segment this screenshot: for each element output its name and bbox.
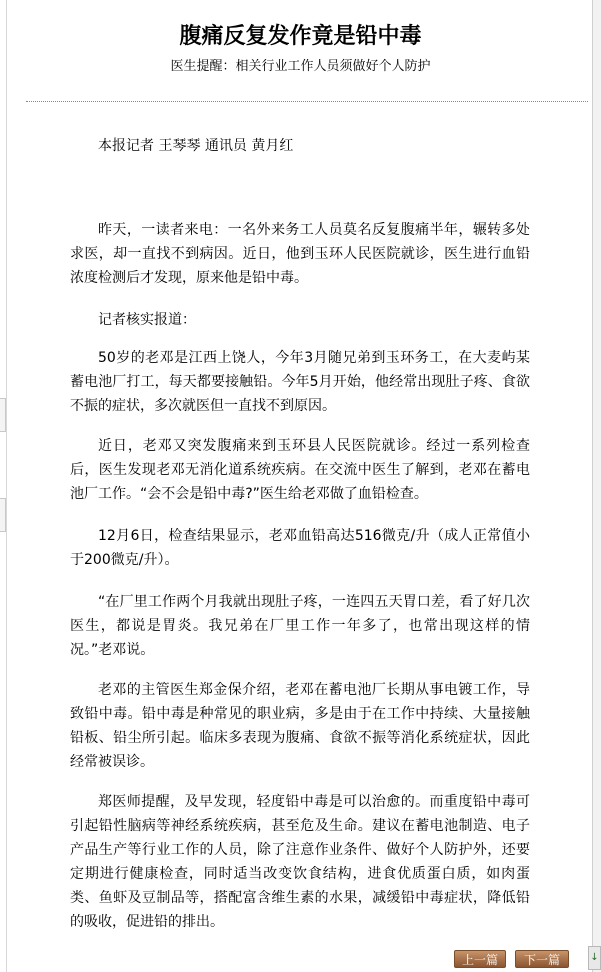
article-paragraph: 12月6日，检查结果显示，老邓血铅高达516微克/升（成人正常值小于200微克/升）。 — [70, 528, 530, 568]
next-article-button[interactable]: 下一篇 — [515, 950, 569, 968]
article-subtitle: 医生提醒：相关行业工作人员须做好个人防护 — [170, 59, 431, 74]
article-paragraph: 记者核实报道： — [98, 312, 196, 328]
article-paragraph: 近日，老邓又突发腹痛来到玉环县人民医院就诊。经过一系列检查后，医生发现老邓无消化道系统疾病。在交流中医生了解到，老邓在蓄电池厂工作。“会不会是铅中毒?”医生给老邓做了血铅检查。 — [70, 438, 530, 502]
article-title: 腹痛反复发作竟是铅中毒 — [179, 23, 422, 49]
prev-article-button[interactable]: 上一篇 — [454, 950, 506, 968]
article-paragraph: 50岁的老邓是江西上饶人，今年3月随兄弟到玉环务工，在大麦屿某蓄电池厂打工，每天都要接触铅。今年5月开始，他经常出现肚子疼、食欲不振的症状，多次就医但一直找不到原因。 — [70, 350, 530, 414]
article-paragraph: 老邓的主管医生郑金保介绍，老邓在蓄电池厂长期从事电镀工作，导致铅中毒。铅中毒是种常见的职业病，多是由于在工作中持续、大量接触铅板、铅尘所引起。临床多表现为腹痛、食欲不振等消化系统症状，因此经常被误诊。 — [70, 682, 530, 770]
article-paragraph: 昨天，一读者来电：一名外来务工人员莫名反复腹痛半年，辗转多处求医，却一直找不到病因。近日，他到玉环人民医院就诊，医生进行血铅浓度检测后才发现，原来他是铅中毒。 — [70, 222, 530, 286]
scroll-down-arrow-icon[interactable]: ↓ — [588, 946, 601, 970]
article-paragraph: “在厂里工作两个月我就出现肚子疼，一连四五天胃口差，看了好几次医生，都说是胃炎。我兄弟在厂里工作一年多了，也常出现这样的情况。”老邓说。 — [70, 594, 530, 658]
article-byline: 本报记者 王琴琴 通讯员 黄月红 — [98, 138, 294, 154]
article-paragraph: 郑医师提醒，及早发现，轻度铅中毒是可以治愈的。而重度铅中毒可引起铅性脑病等神经系统疾病，甚至危及生命。建议在蓄电池制造、电子产品生产等行业工作的人员，除了注意作业条件、做好个人防护外，还要定期进行健康检查，同时适当改变饮食结构，进食优质蛋白质，如肉蛋类、鱼虾及豆制品等，搭配富含维生素的水果，减缓铅中毒症状，降低铅的吸收，促进铅的排出。 — [70, 794, 530, 930]
